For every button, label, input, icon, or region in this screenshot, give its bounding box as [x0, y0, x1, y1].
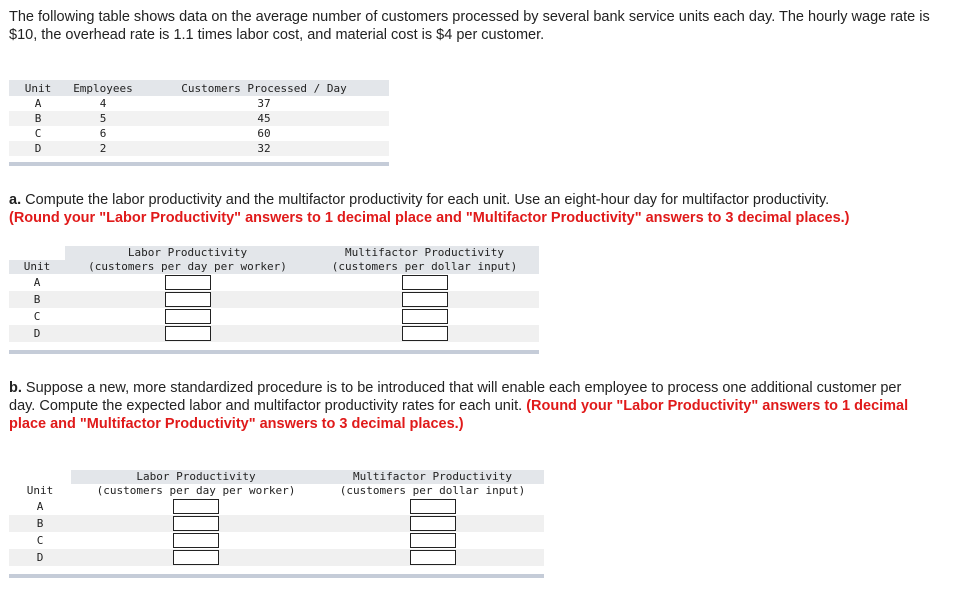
unit-label: B — [9, 291, 65, 308]
cell-customers: 32 — [139, 141, 389, 156]
unit-header: Unit — [26, 484, 54, 497]
header-employees: Employees — [67, 80, 139, 96]
unit-label: A — [33, 276, 41, 289]
unit-label: C — [33, 310, 41, 323]
part-a-label: a. — [9, 192, 22, 208]
cell-unit: B — [9, 111, 67, 126]
labor-productivity-title: Labor Productivity — [71, 470, 321, 484]
table-row — [9, 532, 544, 549]
cell-customers: 60 — [257, 127, 271, 140]
multifactor-productivity-input[interactable] — [402, 292, 448, 307]
table-divider — [9, 162, 389, 166]
table-row — [9, 96, 389, 111]
labor-productivity-input[interactable] — [173, 533, 219, 548]
multifactor-productivity-input[interactable] — [410, 499, 456, 514]
part-b-instruction: (Round your "Labor Productivity" answers to 1 decimal place and "Multifactor Productivity" answers to 3 decimal places.) — [9, 398, 909, 432]
table-divider — [9, 350, 539, 354]
intro-paragraph — [9, 8, 949, 44]
unit-label: B — [9, 515, 71, 532]
table-row — [9, 141, 389, 156]
table-row — [9, 325, 539, 342]
table-row — [9, 308, 539, 325]
multifactor-productivity-input[interactable] — [410, 550, 456, 565]
multifactor-productivity-input[interactable] — [402, 275, 448, 290]
unit-label: A — [36, 500, 44, 513]
multifactor-productivity-title: Multifactor Productivity — [321, 470, 544, 484]
unit-header: Unit — [9, 260, 65, 274]
multifactor-productivity-subtitle: (customers per dollar input) — [310, 260, 539, 274]
labor-productivity-input[interactable] — [173, 550, 219, 565]
data-table — [9, 80, 389, 156]
cell-employees: 2 — [67, 141, 139, 156]
labor-productivity-input[interactable] — [165, 292, 211, 307]
table-row — [9, 111, 389, 126]
part-b-answer-table — [9, 470, 544, 566]
part-a-instruction: (Round your "Labor Productivity" answers to 1 decimal place and "Multifactor Productivity" answers to 3 decimal places.) — [9, 210, 850, 226]
labor-productivity-subtitle: (customers per day per worker) — [96, 484, 296, 497]
unit-label: D — [9, 325, 65, 342]
part-b-question — [9, 379, 929, 433]
table-row — [9, 515, 544, 532]
cell-employees: 5 — [67, 111, 139, 126]
labor-productivity-input[interactable] — [165, 326, 211, 341]
multifactor-productivity-input[interactable] — [410, 516, 456, 531]
table-row — [9, 498, 544, 515]
labor-productivity-subtitle: (customers per day per worker) — [65, 260, 310, 274]
labor-productivity-input[interactable] — [173, 516, 219, 531]
part-a-text: Compute the labor productivity and the multifactor productivity for each unit. Use an eight-hour day for multifactor productivity. — [25, 192, 830, 208]
header-customers: Customers Processed / Day — [139, 80, 389, 96]
multifactor-productivity-input[interactable] — [402, 326, 448, 341]
intro-text: The following table shows data on the average number of customers processed by several bank service units each day. The hourly wage rate is $10, the overhead rate is 1.1 times labor cost, and material cost is $4 per customer. — [9, 9, 930, 43]
cell-customers: 37 — [257, 97, 271, 110]
table-row — [9, 549, 544, 566]
header-unit: Unit — [9, 80, 67, 96]
cell-employees: 6 — [99, 127, 107, 140]
labor-productivity-input[interactable] — [165, 275, 211, 290]
part-b-label: b. — [9, 380, 22, 396]
multifactor-productivity-subtitle: (customers per dollar input) — [339, 484, 526, 497]
cell-unit: C — [34, 127, 42, 140]
labor-productivity-input[interactable] — [165, 309, 211, 324]
table-row — [9, 274, 539, 291]
multifactor-productivity-input[interactable] — [410, 533, 456, 548]
multifactor-productivity-title: Multifactor Productivity — [310, 246, 539, 260]
table-row — [9, 126, 389, 141]
labor-productivity-title: Labor Productivity — [65, 246, 310, 260]
table-divider — [9, 574, 544, 578]
cell-employees: 4 — [99, 97, 107, 110]
part-a-question — [9, 191, 959, 227]
cell-unit: D — [9, 141, 67, 156]
table-row — [9, 291, 539, 308]
part-a-answer-table — [9, 246, 539, 342]
unit-label: D — [9, 549, 71, 566]
cell-customers: 45 — [139, 111, 389, 126]
part-b-text: Suppose a new, more standardized procedure is to be introduced that will enable each employee to process one additional customer per day. Compute the expected labor and multifactor productivity rates for each unit. — [9, 380, 902, 414]
cell-unit: A — [34, 97, 42, 110]
unit-label: C — [36, 534, 44, 547]
labor-productivity-input[interactable] — [173, 499, 219, 514]
multifactor-productivity-input[interactable] — [402, 309, 448, 324]
